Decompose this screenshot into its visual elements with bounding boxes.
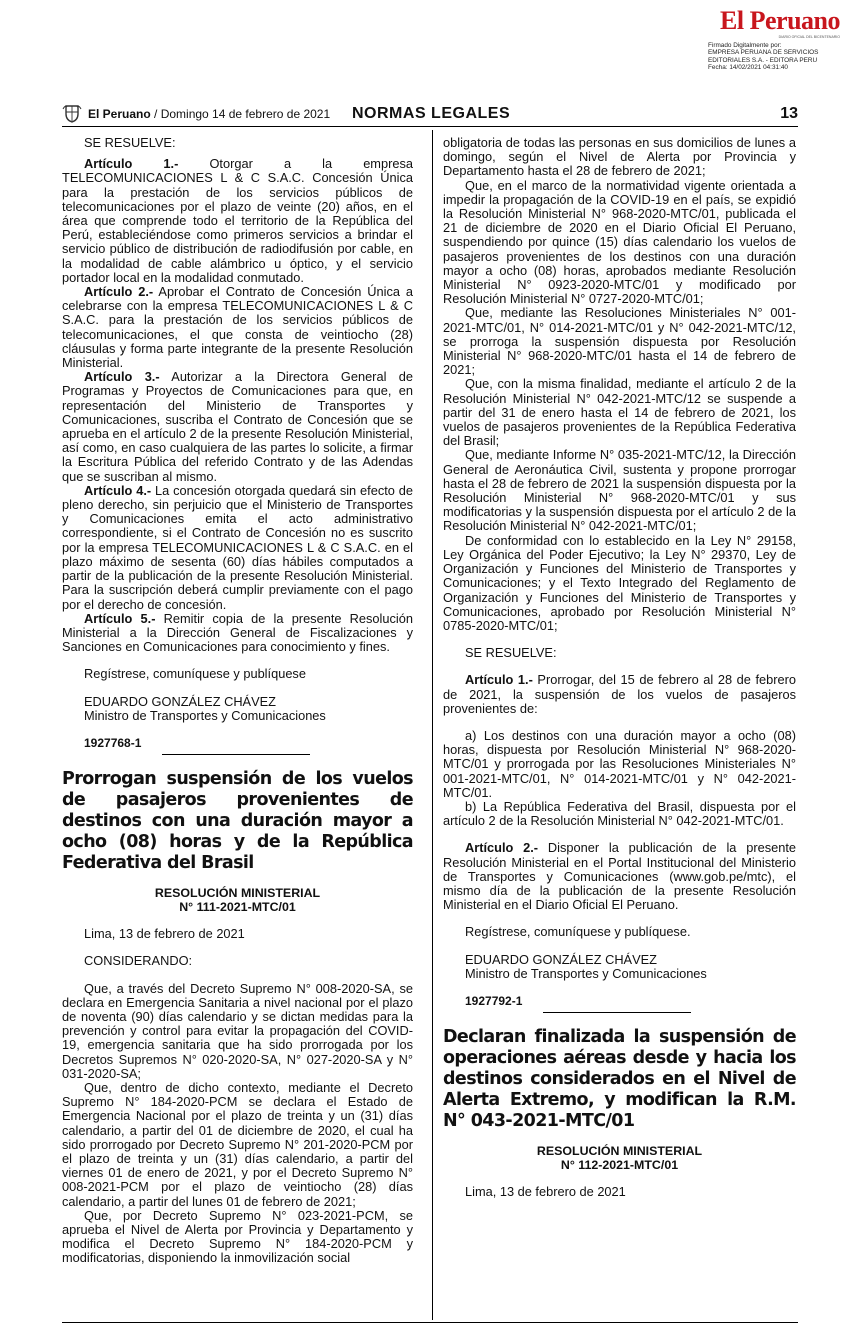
left-column [62,136,413,1266]
place-date: Lima, 13 de febrero de 2021 [84,926,245,942]
signature-line: EMPRESA PERUANA DE SERVICIOS [708,49,819,57]
signer-name: EDUARDO GONZÁLEZ CHÁVEZ [84,693,276,709]
column-separator [432,130,433,1320]
signer-title: Ministro de Transportes y Comunicaciones [465,965,707,981]
article-4 [62,484,413,612]
right-column [443,136,796,1199]
recital: De conformidad con lo establecido en la Ley N° 29158, Ley Orgánica del Poder Ejecutivo; la Ley N° 29370, Ley de Organización y Funciones del Ministerio de Transportes y Comunicaciones; y el Texto Integrado del Reglamento de Organización y Funciones del Ministerio de Transportes y Comunicaciones, aprobado por Resolución Ministerial N° 0785-2020-MTC/01; [443,532,796,633]
article-label: Artículo 5.- [84,610,156,626]
headline: Prorrogan suspensión de los vuelos de pasajeros provenientes de destinos con una duración mayor a ocho (08) horas y de la República Federativa del Brasil [62,769,413,874]
page-number: 13 [780,105,798,122]
header-rule [62,126,798,127]
list-item: a) Los destinos con una duración mayor a ocho (08) horas, dispuesta por Resolución Ministerial N° 968-2020-MTC/01 y prorrogada por las Resoluciones Ministeriales N° 001-2021-MTC/01, N° 014-2021-MTC/01 y N° 042-2021-MTC/01. [443,727,796,800]
section-title: NORMAS LEGALES [352,105,511,122]
headline: Declaran finalizada la suspensión de operaciones aéreas desde y hacia los destinos considerados en el Nivel de Alerta Extremo, y modifican la R.M. N° 043-2021-MTC/01 [443,1027,796,1132]
footer-rule [62,1322,798,1323]
resolution-type: RESOLUCIÓN MINISTERIAL [536,1144,703,1159]
recital: Que, por Decreto Supremo N° 023-2021-PCM, se aprueba el Nivel de Alerta por Provincia y Departamento y modifica el Decreto Supremo N° 184-2020-PCM y modificatorias, disponiendo la inmovilización social [62,1207,413,1266]
article-text: Otorgar a la empresa TELECOMUNICACIONES L & C S.A.C. Concesión Única para la prestación de los servicios públicos de telecomunicaciones por el plazo de veinte (20) años, en el área que comprende todo el territorio de la República del Perú, estableciéndose como primeros servicios a brindar el servicio público de distribución de radiodifusión por cable, en la modalidad de cable alámbrico u óptico, y el servicio portador local en la modalidad conmutado. [62,156,413,285]
recital: Que, en el marco de la normatividad vigente orientada a impedir la propagación de la COVID-19 en el país, se expidió la Resolución Ministerial N° 968-2020-MTC/01, publicada el 21 de diciembre de 2020 en el Diario Oficial El Peruano, suspendiendo por quince (15) días calendario los vuelos de pasajeros provenientes de los destinos con una duración mayor a ocho (08) horas, aprobados mediante Resolución Ministerial N° 0923-2020-MTC/01 y modificado por Resolución Ministerial N° 0727-2020-MTC/01; [443,177,796,307]
paper-and-date [88,107,330,121]
recital: Que, a través del Decreto Supremo N° 008-2020-SA, se declara en Emergencia Sanitaria a nivel nacional por el plazo de noventa (90) días calendario y se dictan medidas para la prevención y control para evitar la propagación del COVID-19, emergencia sanitaria que ha sido prorrogada por los Decretos Supremos N° 020-2020-SA, N° 027-2020-SA y N° 031-2020-SA; [62,980,413,1081]
article-label: Artículo 1.- [465,672,533,688]
signature-line: EDITORIALES S.A. - EDITORA PERU [708,56,818,64]
logo-tagline: DIARIO OFICIAL DEL BICENTENARIO [778,35,840,39]
closing-formula: Regístrese, comuníquese y publíquese. [465,924,691,940]
article-text: Remitir copia de la presente Resolución Ministerial a la Dirección General de Fiscalizaciones y Sanciones en Comunicaciones para conocimiento y fines. [62,610,413,655]
article-text: La concesión otorgada quedará sin efecto de pleno derecho, sin perjuicio que el Ministerio de Transportes y Comunicaciones emita el acto administrativo correspondiente, si el Contrato de Concesión no es suscrito por la empresa TELECOMUNICACIONES L & C S.A.C. en el plazo máximo de sesenta (60) días hábiles computados a partir de la publicación de la presente Resolución Ministerial. Para la suscripción deberá cumplir previamente con el pago por el derecho de concesión. [62,482,413,612]
paper-name: El Peruano [88,107,151,121]
article-text: Aprobar el Contrato de Concesión Única a celebrarse con la empresa TELECOMUNICACIONES L & C S.A.C. para la prestación de los servicios públicos de telecomunicaciones, el que consta de veintiocho (28) cláusulas y forma parte integrante de la presente Resolución Ministerial. [62,284,413,371]
issue-date: / Domingo 14 de febrero de 2021 [154,107,331,121]
resolution-number: N° 112-2021-MTC/01 [560,1158,679,1173]
article-3 [62,370,413,484]
running-head [62,103,798,125]
signer-name: EDUARDO GONZÁLEZ CHÁVEZ [465,951,657,967]
recital: Que, mediante Informe N° 035-2021-MTC/12, la Dirección General de Aeronáutica Civil, sustenta y propone prorrogar hasta el 28 de febrero de 2021 la suspensión dispuesta por la Resolución Ministerial N° 968-2020-MTC/01 y sus modificatorias y la suspensión dispuesta por el artículo 2 de la Resolución Ministerial N° 042-2021-MTC/01; [443,447,796,534]
article-label: Artículo 3.- [84,369,160,385]
resolution-heading [62,886,413,914]
article-5 [62,612,413,655]
resolution-number: N° 111-2021-MTC/01 [179,900,296,915]
document-code: 1927792-1 [465,993,523,1008]
section-divider [162,754,310,755]
considerando: CONSIDERANDO: [84,953,193,969]
coat-of-arms-icon [62,103,82,123]
section-divider [543,1012,691,1013]
closing-formula: Regístrese, comuníquese y publíquese [84,666,306,682]
se-resuelve: SE RESUELVE: [84,135,176,150]
signer-title: Ministro de Transportes y Comunicaciones [84,707,326,723]
article-1 [443,673,796,716]
list-item: b) La República Federativa del Brasil, dispuesta por el artículo 2 de la Resolución Ministerial N° 042-2021-MTC/01. [443,798,796,829]
newspaper-logo: El Peruano [720,6,840,35]
document-code: 1927768-1 [84,735,142,750]
article-1 [62,157,413,285]
recital-continued: obligatoria de todas las personas en sus domicilios de lunes a domingo, según el Nivel de Alerta por Provincia y Departamento hasta el 28 de febrero de 2021; [443,135,796,179]
article-label: Artículo 2.- [84,284,154,300]
place-date: Lima, 13 de febrero de 2021 [465,1184,626,1200]
article-label: Artículo 4.- [84,482,152,498]
recital: Que, dentro de dicho contexto, mediante el Decreto Supremo N° 184-2020-PCM se declara el Estado de Emergencia Nacional por el plazo de treinta y un (31) días calendario, a partir del 01 de diciembre de 2020, el cual ha sido prorrogado por Decreto Supremo N° 201-2020-PCM por el plazo de treinta y un (31) días calendario, a partir del viernes 01 de enero de 2021, y por el Decreto Supremo N° 008-2021-PCM por el plazo de veintiocho (28) días calendario, a partir del lunes 01 de febrero de 2021; [62,1079,413,1209]
se-resuelve: SE RESUELVE: [465,645,557,661]
recital: Que, con la misma finalidad, mediante el artículo 2 de la Resolución Ministerial N° 042-2021-MTC/12 se suspende a partir del 31 de enero hasta el 14 de febrero de 2021, los vuelos de pasajeros provenientes de la República Federativa del Brasil; [443,376,796,449]
article-text: Prorrogar, del 15 de febrero al 28 de febrero de 2021, la suspensión de los vuelos de pasajeros provenientes de: [443,672,796,716]
masthead [640,8,840,40]
article-label: Artículo 2.- [465,840,539,856]
article-2 [62,285,413,370]
article-label: Artículo 1.- [84,156,179,172]
resolution-type: RESOLUCIÓN MINISTERIAL [154,886,321,901]
article-text: Autorizar a la Directora General de Programas y Proyectos de Comunicaciones para que, en representación del Ministerio de Transportes y Comunicaciones, suscriba el Contrato de Concesión que se aprueba en el artículo 2 de la presente Resolución Ministerial, así como, en caso cualquiera de las partes lo solicite, a firmar la Escritura Pública del referido Contrato y de las Adendas que se suscriban al mismo. [62,369,413,484]
recital: Que, mediante las Resoluciones Ministeriales N° 001-2021-MTC/01, N° 014-2021-MTC/01 y N° 042-2021-MTC/12, se prorroga la suspensión dispuesta por Resolución Ministerial N° 968-2020-MTC/01 hasta el 14 de febrero de 2021; [443,305,796,378]
signature-line: Fecha: 14/02/2021 04:31:40 [708,63,788,71]
signature-line: Firmado Digitalmente por: [708,42,782,49]
article-text: Disponer la publicación de la presente Resolución Ministerial en el Portal Institucional del Ministerio de Transportes y Comunicaciones (www.gob.pe/mtc), el mismo día de la publicación de la presente Resolución Ministerial en el Diario Oficial El Peruano. [443,840,796,913]
resolution-heading [443,1144,796,1172]
digital-signature [708,42,838,71]
article-2 [443,841,796,912]
